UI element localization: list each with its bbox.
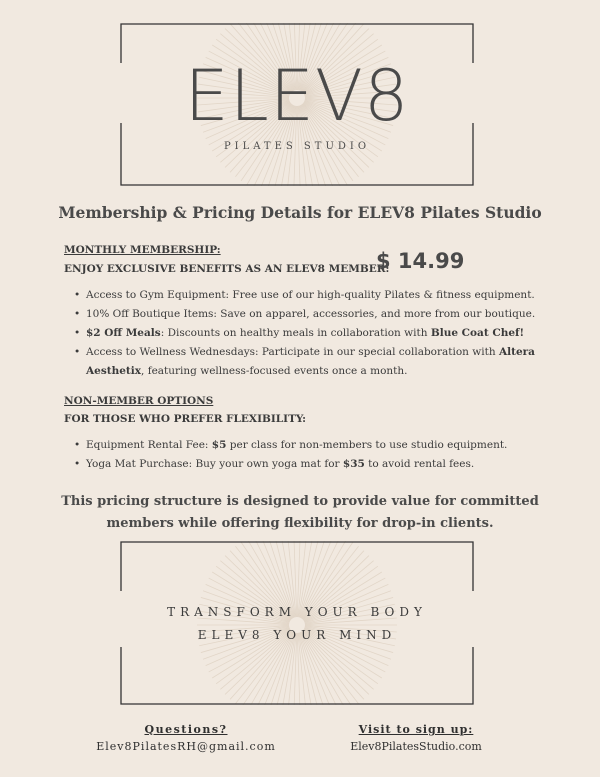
tagline-border <box>120 541 474 705</box>
non-member-subheading: FOR THOSE WHO PREFER FLEXIBILITY: <box>64 413 306 425</box>
list-item: • Access to Wellness Wednesdays: Participate in our special collaboration with Altera Aesthetix, featuring wellness-focused events once a month. <box>72 343 542 381</box>
questions-block <box>96 723 276 753</box>
tagline-line-2: ELEV8 YOUR MIND <box>197 628 397 642</box>
closing-statement: This pricing structure is designed to provide value for committed members while offering flexibility for drop-in clients. <box>61 494 539 531</box>
list-item: • Access to Gym Equipment: Free use of our high-quality Pilates & fitness equipment. <box>72 286 542 305</box>
list-item: • $2 Off Meals: Discounts on healthy meals in collaboration with Blue Coat Chef! <box>72 324 542 343</box>
non-member-options-list <box>72 436 542 474</box>
tagline-frame <box>120 541 474 705</box>
logo-title: ELEV8 <box>184 55 410 137</box>
contact-email[interactable]: Elev8PilatesRH@gmail.com <box>96 740 276 753</box>
list-item: • 10% Off Boutique Items: Save on apparel, accessories, and more from our boutique. <box>72 305 542 324</box>
page-title: Membership & Pricing Details for ELEV8 Pilates Studio <box>58 203 542 222</box>
list-item: • Yoga Mat Purchase: Buy your own yoga mat for $35 to avoid rental fees. <box>72 455 542 474</box>
membership-subheading: ENJOY EXCLUSIVE BENEFITS AS AN ELEV8 MEMBER: <box>64 263 390 275</box>
signup-block <box>336 723 496 753</box>
questions-label: Questions? <box>144 723 228 736</box>
signup-label: Visit to sign up: <box>358 723 474 736</box>
membership-benefits-list <box>72 286 542 381</box>
non-member-heading: NON-MEMBER OPTIONS <box>64 395 214 407</box>
logo-subtitle: PILATES STUDIO <box>223 141 371 152</box>
signup-website-link[interactable]: Elev8PilatesStudio.com <box>350 740 482 753</box>
membership-price: $ 14.99 <box>376 249 465 273</box>
membership-heading: MONTHLY MEMBERSHIP: <box>64 244 221 256</box>
list-item: • Equipment Rental Fee: $5 per class for non-members to use studio equipment. <box>72 436 542 455</box>
tagline-line-1: TRANSFORM YOUR BODY <box>167 605 427 619</box>
logo-frame <box>120 23 474 186</box>
